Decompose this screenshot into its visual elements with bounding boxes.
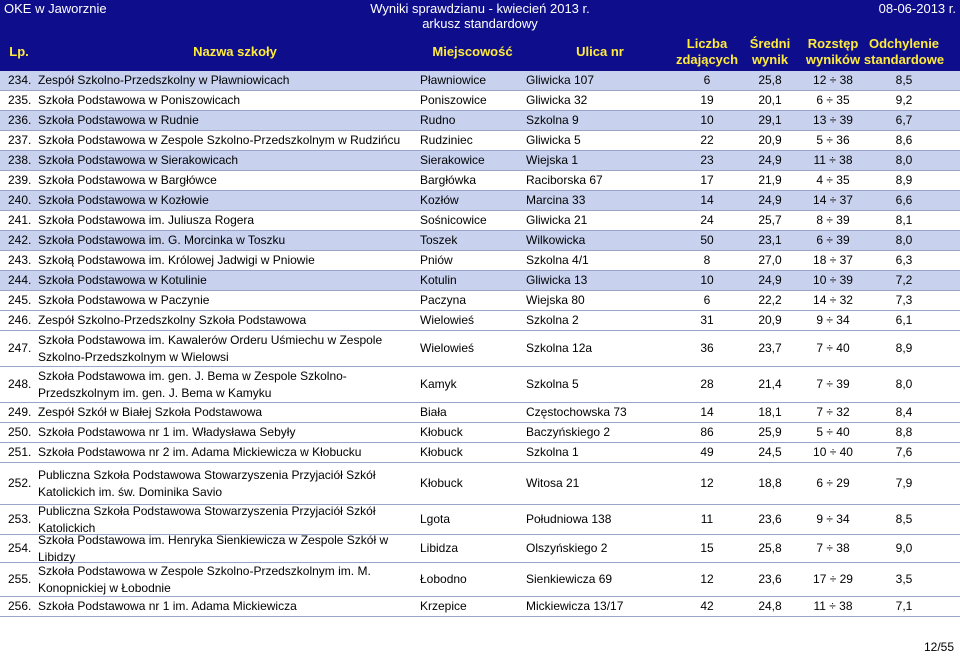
col-header-range: Rozstęp wyników	[805, 36, 861, 67]
row-street: Marcina 33	[526, 193, 586, 207]
row-street: Baczyńskiego 2	[526, 425, 611, 439]
row-average: 24,9	[758, 193, 782, 207]
table-row	[0, 532, 960, 564]
row-range: 6 ÷ 39	[816, 233, 850, 247]
row-locality: Łobodno	[420, 572, 467, 586]
row-street: Gliwicka 5	[526, 133, 581, 147]
row-school-name: Szkoła Podstawowa w Kozłowie	[38, 193, 209, 207]
table-row	[0, 231, 960, 251]
row-locality: Kłobuck	[420, 476, 463, 490]
row-street: Szkolna 5	[526, 377, 579, 391]
results-table	[0, 71, 960, 617]
row-lp: 253.	[8, 512, 32, 526]
row-range: 4 ÷ 35	[816, 173, 850, 187]
table-row	[0, 331, 960, 367]
row-locality: Krzepice	[420, 599, 467, 613]
col-header-count: Liczba zdających	[675, 36, 739, 67]
row-range: 6 ÷ 35	[816, 93, 850, 107]
row-locality: Rudziniec	[420, 133, 473, 147]
row-std-dev: 9,0	[895, 541, 913, 555]
row-average: 25,7	[758, 213, 782, 227]
row-std-dev: 8,0	[895, 153, 913, 167]
row-count: 14	[700, 405, 714, 419]
row-lp: 242.	[8, 233, 32, 247]
row-std-dev: 8,8	[895, 425, 913, 439]
report-date: 08-06-2013 r.	[878, 1, 956, 16]
row-street: Szkolna 9	[526, 113, 579, 127]
row-school-name: Szkoła Podstawowa w Kotulinie	[38, 273, 207, 287]
row-count: 17	[700, 173, 714, 187]
row-lp: 240.	[8, 193, 32, 207]
row-count: 10	[700, 273, 714, 287]
row-range: 7 ÷ 32	[816, 405, 850, 419]
row-std-dev: 8,1	[895, 213, 913, 227]
table-row	[0, 191, 960, 211]
row-locality: Rudno	[420, 113, 456, 127]
row-std-dev: 7,2	[895, 273, 913, 287]
row-average: 24,9	[758, 273, 782, 287]
row-average: 21,4	[758, 377, 782, 391]
row-average: 25,8	[758, 541, 782, 555]
row-locality: Biała	[420, 405, 447, 419]
row-count: 11	[700, 512, 714, 526]
row-std-dev: 6,6	[895, 193, 913, 207]
row-school-name: Szkoła Podstawowa w Paczynie	[38, 293, 210, 307]
row-average: 24,8	[758, 599, 782, 613]
row-school-name: Zespół Szkolno-Przedszkolny Szkoła Podstawowa	[38, 313, 307, 327]
row-school-name: Szkoła Podstawowa nr 2 im. Adama Mickiewicza w Kłobucku	[38, 445, 362, 459]
row-std-dev: 8,5	[895, 512, 913, 526]
row-locality: Kłobuck	[420, 425, 463, 439]
row-street: Witosa 21	[526, 476, 580, 490]
row-locality: Kamyk	[420, 377, 457, 391]
row-street: Wiejska 1	[526, 153, 579, 167]
row-school-name: Szkoła Podstawowa im. Juliusza Rogera	[38, 213, 255, 227]
row-lp: 238.	[8, 153, 32, 167]
row-school-name: Szkoła Podstawowa im. gen. J. Bema w Zespole Szkolno-Przedszkolnym im. gen. J. Bema w Kamyku	[38, 368, 347, 400]
row-street: Gliwicka 107	[526, 73, 595, 87]
row-lp: 251.	[8, 445, 32, 459]
row-average: 23,6	[758, 512, 782, 526]
row-street: Mickiewicza 13/17	[526, 599, 624, 613]
row-locality: Sośnicowice	[420, 213, 487, 227]
row-locality: Poniszowice	[420, 93, 487, 107]
col-header-avg: Średni wynik	[749, 36, 791, 67]
row-school-name: Szkoła Podstawowa w Bargłówce	[38, 173, 217, 187]
table-row	[0, 271, 960, 291]
row-school-name: Szkoła Podstawowa im. G. Morcinka w Toszku	[38, 233, 286, 247]
row-average: 23,1	[758, 233, 782, 247]
table-row	[0, 597, 960, 617]
row-average: 22,2	[758, 293, 782, 307]
row-street: Szkolna 4/1	[526, 253, 589, 267]
row-range: 11 ÷ 38	[813, 599, 853, 613]
report-header-bar	[0, 0, 960, 33]
row-locality: Wielowieś	[420, 313, 475, 327]
row-std-dev: 6,7	[895, 113, 913, 127]
row-range: 10 ÷ 40	[813, 445, 853, 459]
table-header	[0, 33, 960, 71]
row-range: 5 ÷ 40	[816, 425, 850, 439]
table-row	[0, 403, 960, 423]
row-range: 12 ÷ 38	[813, 73, 853, 87]
row-lp: 247.	[8, 341, 32, 355]
row-count: 50	[700, 233, 714, 247]
table-row	[0, 311, 960, 331]
row-lp: 244.	[8, 273, 32, 287]
row-average: 20,1	[758, 93, 782, 107]
row-range: 13 ÷ 39	[813, 113, 853, 127]
row-lp: 243.	[8, 253, 32, 267]
col-header-lp: Lp.	[9, 44, 29, 59]
row-std-dev: 8,0	[895, 377, 913, 391]
row-locality: Kłobuck	[420, 445, 463, 459]
row-std-dev: 6,1	[895, 313, 913, 327]
row-range: 14 ÷ 37	[813, 193, 853, 207]
row-count: 22	[700, 133, 714, 147]
row-count: 31	[700, 313, 714, 327]
table-row	[0, 151, 960, 171]
row-std-dev: 3,5	[895, 572, 913, 586]
row-school-name: Zespół Szkół w Białej Szkoła Podstawowa	[38, 405, 263, 419]
row-count: 8	[703, 253, 711, 267]
row-school-name: Szkoła Podstawowa im. Kawalerów Orderu Uśmiechu w Zespole Szkolno-Przedszkolnym w Wielowsi	[38, 332, 383, 364]
row-street: Raciborska 67	[526, 173, 603, 187]
row-average: 24,5	[758, 445, 782, 459]
row-locality: Libidza	[420, 541, 459, 555]
row-school-name: Szkoła Podstawowa w Rudnie	[38, 113, 199, 127]
row-std-dev: 8,6	[895, 133, 913, 147]
row-street: Wiejska 80	[526, 293, 585, 307]
row-range: 7 ÷ 39	[816, 377, 850, 391]
row-lp: 246.	[8, 313, 32, 327]
row-school-name: Szkołą Podstawowa im. Królowej Jadwigi w Pniowie	[38, 253, 315, 267]
row-school-name: Publiczna Szkoła Podstawowa Stowarzyszenia Przyjaciół Szkół Katolickich im. św. Dominika Savio	[38, 467, 376, 499]
row-school-name: Szkoła Podstawowa w Sierakowicach	[38, 153, 239, 167]
row-std-dev: 8,0	[895, 233, 913, 247]
table-row	[0, 423, 960, 443]
row-lp: 245.	[8, 293, 32, 307]
row-street: Wilkowicka	[526, 233, 586, 247]
row-street: Szkolna 12a	[526, 341, 593, 355]
row-std-dev: 8,9	[895, 173, 913, 187]
row-range: 9 ÷ 34	[816, 512, 850, 526]
row-school-name: Szkoła Podstawowa w Zespole Szkolno-Przedszkolnym im. M. Konopnickiej w Łobodnie	[38, 563, 371, 595]
institution-label: OKE w Jaworznie	[4, 1, 107, 16]
row-lp: 250.	[8, 425, 32, 439]
row-std-dev: 6,3	[895, 253, 913, 267]
row-range: 7 ÷ 40	[816, 341, 850, 355]
row-lp: 241.	[8, 213, 32, 227]
table-row	[0, 71, 960, 91]
row-average: 23,7	[758, 341, 782, 355]
table-row	[0, 211, 960, 231]
row-school-name: Szkoła Podstawowa nr 1 im. Władysława Sebyły	[38, 425, 296, 439]
row-range: 5 ÷ 36	[816, 133, 850, 147]
row-locality: Bargłówka	[420, 173, 477, 187]
row-locality: Lgota	[420, 512, 451, 526]
row-std-dev: 8,5	[895, 73, 913, 87]
row-lp: 234.	[8, 73, 32, 87]
table-row	[0, 251, 960, 271]
row-locality: Pławniowice	[420, 73, 487, 87]
row-range: 10 ÷ 39	[813, 273, 853, 287]
row-school-name: Szkoła Podstawowa im. Henryka Sienkiewicza w Zespole Szkół w Libidzy	[38, 532, 389, 564]
row-count: 10	[700, 113, 714, 127]
table-row	[0, 91, 960, 111]
row-average: 24,9	[758, 153, 782, 167]
row-std-dev: 7,1	[895, 599, 913, 613]
row-locality: Sierakowice	[420, 153, 485, 167]
row-locality: Paczyna	[420, 293, 467, 307]
row-range: 11 ÷ 38	[813, 153, 853, 167]
row-lp: 236.	[8, 113, 32, 127]
row-locality: Toszek	[420, 233, 458, 247]
row-average: 27,0	[758, 253, 782, 267]
row-std-dev: 7,9	[895, 476, 913, 490]
row-locality: Kozłów	[420, 193, 459, 207]
row-average: 20,9	[758, 133, 782, 147]
row-street: Gliwicka 21	[526, 213, 588, 227]
row-count: 28	[700, 377, 714, 391]
table-row	[0, 111, 960, 131]
report-subtitle: arkusz standardowy	[422, 16, 538, 31]
row-lp: 254.	[8, 541, 32, 555]
table-row	[0, 291, 960, 311]
row-range: 8 ÷ 39	[816, 213, 850, 227]
row-range: 18 ÷ 37	[813, 253, 853, 267]
row-count: 15	[700, 541, 714, 555]
row-count: 12	[700, 572, 714, 586]
table-row	[0, 505, 960, 535]
row-count: 6	[703, 293, 711, 307]
row-street: Południowa 138	[526, 512, 612, 526]
row-count: 14	[700, 193, 714, 207]
col-header-street: Ulica nr	[576, 44, 624, 59]
row-std-dev: 8,4	[895, 405, 913, 419]
col-header-locality: Miejscowość	[432, 44, 513, 59]
row-lp: 237.	[8, 133, 32, 147]
row-average: 29,1	[758, 113, 782, 127]
row-std-dev: 9,2	[895, 93, 913, 107]
row-count: 12	[700, 476, 714, 490]
row-locality: Wielowieś	[420, 341, 475, 355]
row-count: 23	[700, 153, 714, 167]
row-school-name: Publiczna Szkoła Podstawowa Stowarzyszenia Przyjaciół Szkół Katolickich	[38, 503, 376, 535]
row-lp: 235.	[8, 93, 32, 107]
row-count: 49	[700, 445, 714, 459]
page-number: 12/55	[923, 640, 954, 654]
table-row	[0, 463, 960, 505]
table-row	[0, 367, 960, 403]
row-average: 18,1	[758, 405, 782, 419]
table-row	[0, 443, 960, 463]
row-street: Szkolna 1	[526, 445, 579, 459]
row-average: 20,9	[758, 313, 782, 327]
row-school-name: Zespół Szkolno-Przedszkolny w Pławniowicach	[38, 73, 290, 87]
row-std-dev: 7,6	[895, 445, 913, 459]
row-school-name: Szkoła Podstawowa w Poniszowicach	[38, 93, 241, 107]
col-header-sd: Odchylenie standardowe	[863, 36, 945, 67]
row-count: 42	[700, 599, 714, 613]
row-street: Szkolna 2	[526, 313, 579, 327]
table-row	[0, 563, 960, 597]
report-title: Wyniki sprawdzianu - kwiecień 2013 r.	[370, 1, 590, 16]
row-average: 23,6	[758, 572, 782, 586]
row-std-dev: 7,3	[895, 293, 913, 307]
row-lp: 249.	[8, 405, 32, 419]
row-average: 18,8	[758, 476, 782, 490]
row-lp: 248.	[8, 377, 32, 391]
row-street: Olszyńskiego 2	[526, 541, 608, 555]
row-count: 36	[700, 341, 714, 355]
row-range: 17 ÷ 29	[813, 572, 853, 586]
row-lp: 255.	[8, 572, 32, 586]
row-average: 21,9	[758, 173, 782, 187]
table-row	[0, 171, 960, 191]
row-street: Sienkiewicza 69	[526, 572, 613, 586]
row-std-dev: 8,9	[895, 341, 913, 355]
row-lp: 252.	[8, 476, 32, 490]
row-school-name: Szkoła Podstawowa w Zespole Szkolno-Przedszkolnym w Rudzińcu	[38, 133, 401, 147]
row-count: 19	[700, 93, 714, 107]
row-lp: 239.	[8, 173, 32, 187]
row-average: 25,9	[758, 425, 782, 439]
row-lp: 256.	[8, 599, 32, 613]
table-row	[0, 131, 960, 151]
row-school-name: Szkoła Podstawowa nr 1 im. Adama Mickiewicza	[38, 599, 297, 613]
row-locality: Pniów	[420, 253, 453, 267]
row-street: Częstochowska 73	[526, 405, 627, 419]
row-locality: Kotulin	[420, 273, 457, 287]
row-street: Gliwicka 13	[526, 273, 588, 287]
row-average: 25,8	[758, 73, 782, 87]
row-count: 24	[700, 213, 714, 227]
row-range: 6 ÷ 29	[816, 476, 850, 490]
row-count: 6	[703, 73, 711, 87]
row-count: 86	[700, 425, 714, 439]
row-range: 9 ÷ 34	[816, 313, 850, 327]
row-range: 14 ÷ 32	[813, 293, 853, 307]
row-street: Gliwicka 32	[526, 93, 588, 107]
row-range: 7 ÷ 38	[816, 541, 850, 555]
col-header-name: Nazwa szkoły	[193, 44, 277, 59]
